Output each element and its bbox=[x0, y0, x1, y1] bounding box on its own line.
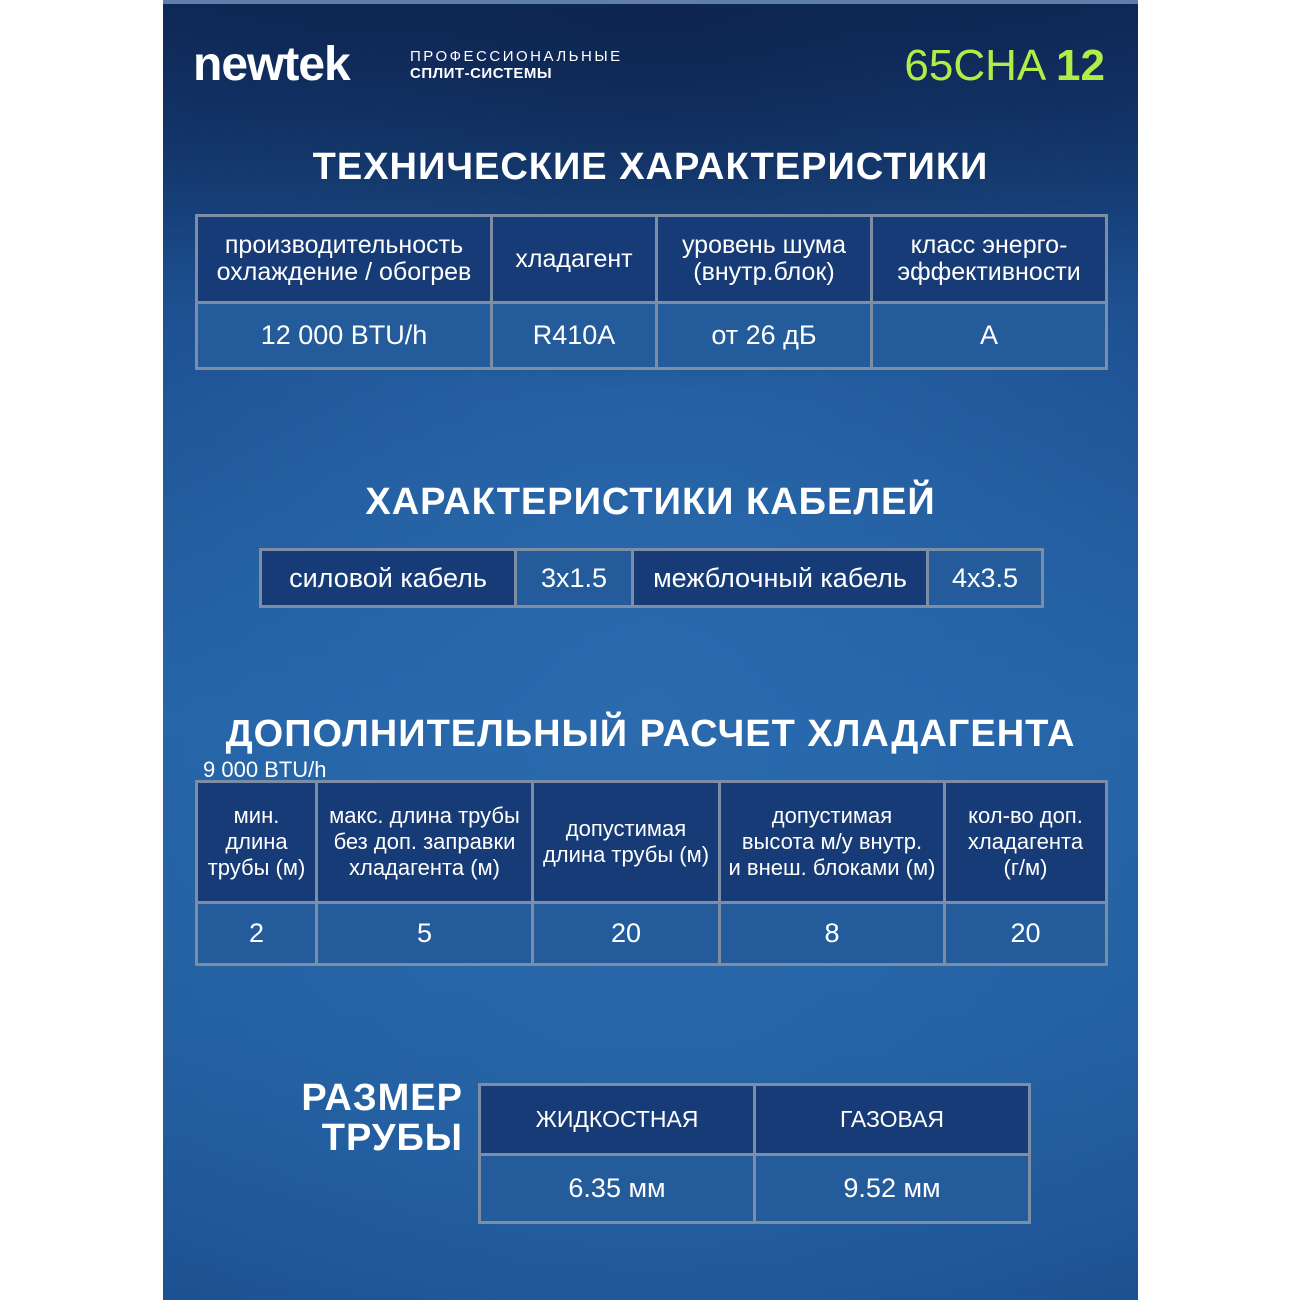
brand-tagline bbox=[410, 48, 623, 82]
interblock-cable-label: межблочный кабель bbox=[633, 550, 928, 607]
top-divider bbox=[163, 0, 1138, 4]
model-name bbox=[904, 40, 1105, 92]
refrigerant-title: ДОПОЛНИТЕЛЬНЫЙ РАСЧЕТ ХЛАДАГЕНТА bbox=[225, 713, 1076, 755]
tech-value-cell: R410A bbox=[492, 303, 657, 369]
pipe-value-gas: 9.52 мм bbox=[755, 1155, 1030, 1223]
refrigerant-value-cell: 20 bbox=[533, 903, 720, 965]
interblock-cable-value: 4x3.5 bbox=[928, 550, 1043, 607]
pipe-size-title: РАЗМЕР ТРУБЫ bbox=[301, 1077, 463, 1159]
refrigerant-header-cell: допустимая длина трубы (м) bbox=[533, 782, 720, 903]
refrigerant-header-cell: мин. длина трубы (м) bbox=[197, 782, 317, 903]
tech-value-cell: 12 000 BTU/h bbox=[197, 303, 492, 369]
tech-header-cell: производительность охлаждение / обогрев bbox=[197, 216, 492, 303]
brand-logo: newtek bbox=[193, 38, 350, 91]
pipe-value-liquid: 6.35 мм bbox=[480, 1155, 755, 1223]
refrigerant-value-cell: 2 bbox=[197, 903, 317, 965]
cables-row bbox=[261, 550, 1043, 607]
tech-title: ТЕХНИЧЕСКИЕ ХАРАКТЕРИСТИКИ bbox=[312, 146, 989, 188]
spec-panel bbox=[163, 0, 1138, 1300]
power-cable-label: силовой кабель bbox=[261, 550, 516, 607]
tech-header-row bbox=[197, 216, 1107, 303]
pipe-header-row bbox=[480, 1085, 1030, 1155]
cables-title: ХАРАКТЕРИСТИКИ КАБЕЛЕЙ bbox=[365, 481, 936, 523]
tech-header-cell: хладагент bbox=[492, 216, 657, 303]
model-number: 12 bbox=[1056, 41, 1105, 90]
refrigerant-value-cell: 8 bbox=[720, 903, 945, 965]
tagline-line2: СПЛИТ-СИСТЕМЫ bbox=[410, 65, 552, 82]
tech-table bbox=[195, 214, 1108, 370]
tech-header-cell: класс энерго- эффективности bbox=[872, 216, 1107, 303]
pipe-table bbox=[478, 1083, 1031, 1224]
refrigerant-value-cell: 20 bbox=[945, 903, 1107, 965]
refrigerant-value-row bbox=[197, 903, 1107, 965]
tech-value-row bbox=[197, 303, 1107, 369]
tech-value-cell: от 26 дБ bbox=[657, 303, 872, 369]
refrigerant-value-cell: 5 bbox=[317, 903, 533, 965]
refrigerant-header-cell: допустимая высота м/у внутр. и внеш. блоками (м) bbox=[720, 782, 945, 903]
pipe-value-row bbox=[480, 1155, 1030, 1223]
pipe-header-liquid: ЖИДКОСТНАЯ bbox=[480, 1085, 755, 1155]
model-prefix: 65CHA bbox=[904, 41, 1044, 90]
refrigerant-note: 9 000 BTU/h bbox=[203, 757, 327, 782]
tech-value-cell: A bbox=[872, 303, 1107, 369]
cables-table bbox=[259, 548, 1044, 608]
tech-header-cell: уровень шума (внутр.блок) bbox=[657, 216, 872, 303]
tagline-line1: ПРОФЕССИОНАЛЬНЫЕ bbox=[410, 48, 623, 65]
refrigerant-header-row bbox=[197, 782, 1107, 903]
refrigerant-header-cell: кол-во доп. хладагента (г/м) bbox=[945, 782, 1107, 903]
refrigerant-header-cell: макс. длина трубы без доп. заправки хладагента (м) bbox=[317, 782, 533, 903]
pipe-header-gas: ГАЗОВАЯ bbox=[755, 1085, 1030, 1155]
refrigerant-table bbox=[195, 780, 1108, 966]
power-cable-value: 3x1.5 bbox=[516, 550, 633, 607]
